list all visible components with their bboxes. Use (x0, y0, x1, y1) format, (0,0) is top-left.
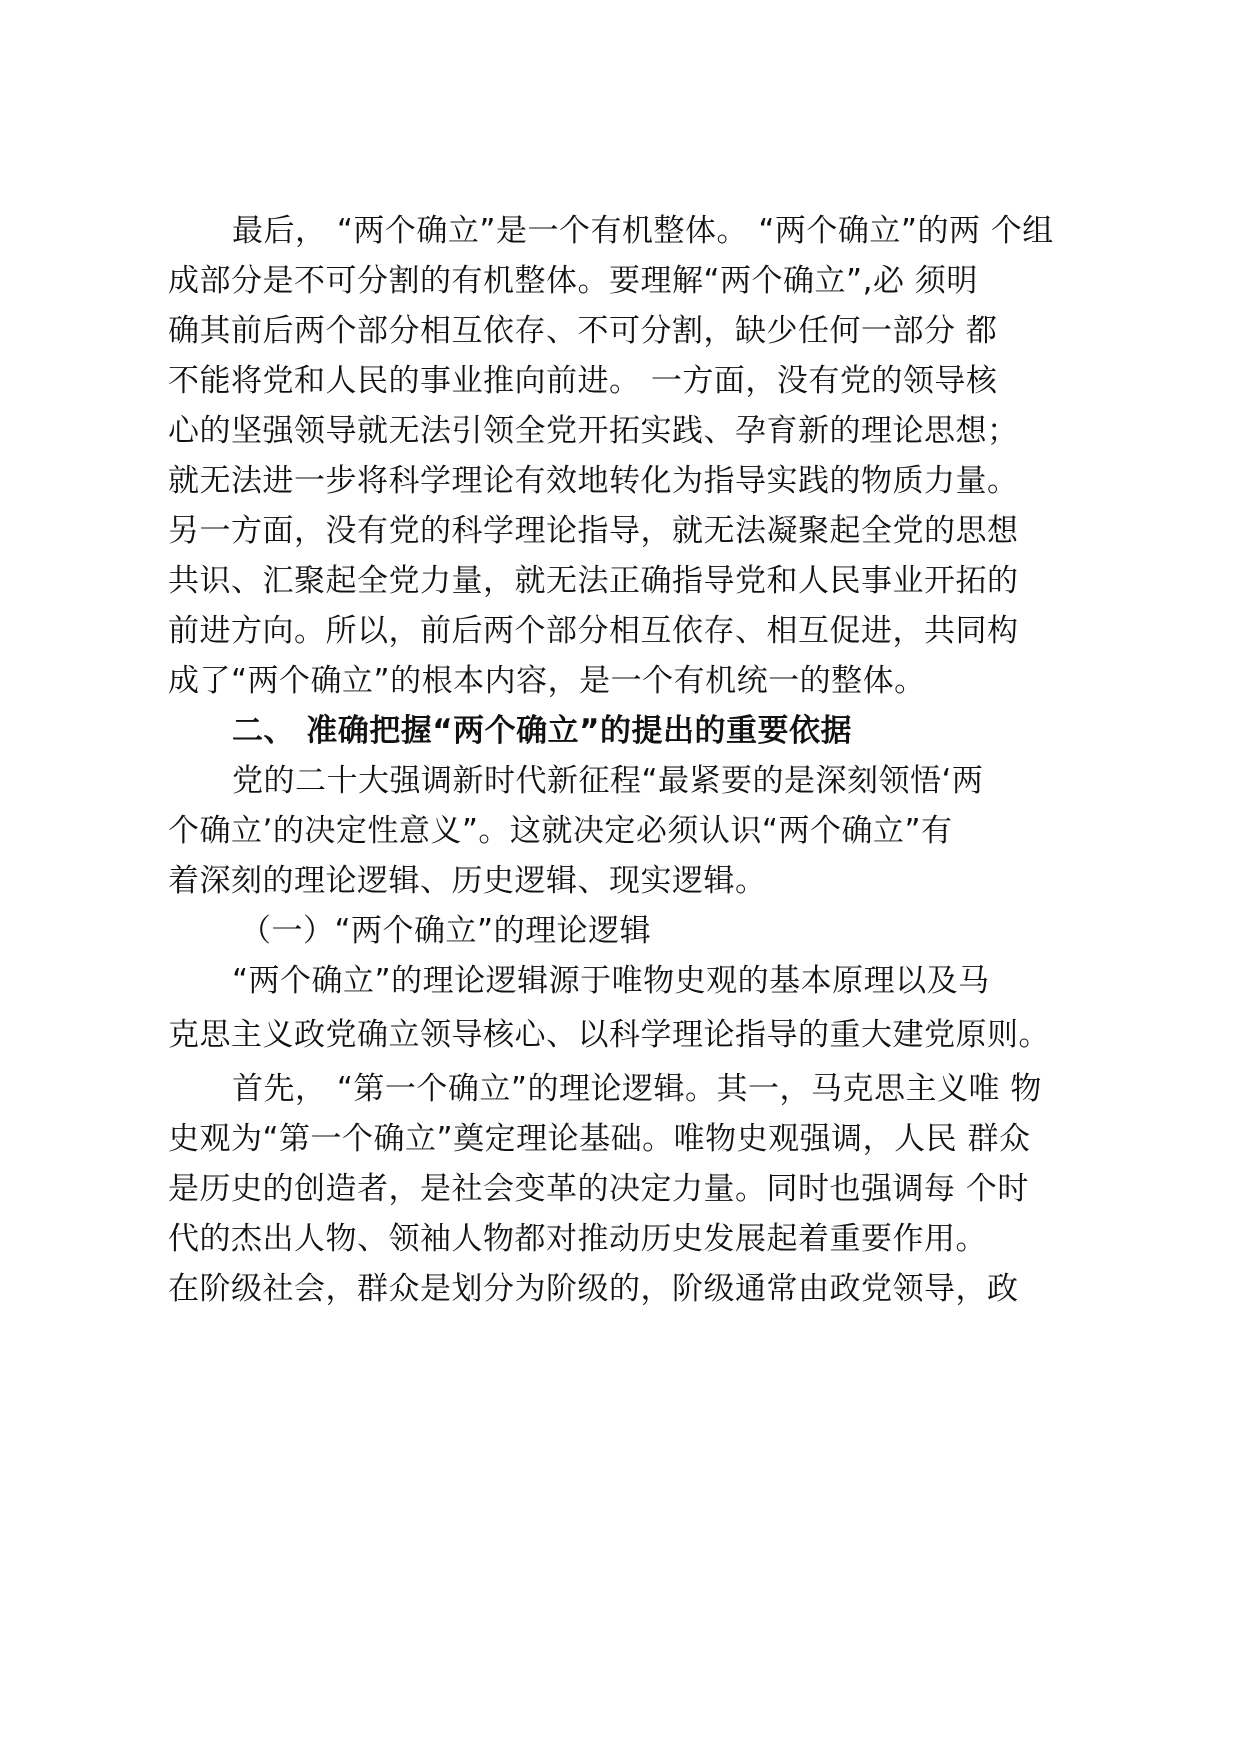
paragraph-line-6: 就无法进一步将科学理论有效地转化为指导实践的物质力量。 (168, 463, 1019, 499)
paragraph-line-17: 史观为“第一个确立”奠定理论基础。唯物史观强调，人民 群众 (168, 1121, 1031, 1157)
paragraph-line-18: 是历史的创造者，是社会变革的决定力量。同时也强调每 个时 (168, 1171, 1029, 1207)
paragraph-line-4: 不能将党和人民的事业推向前进。 一方面，没有党的领导核 (168, 363, 998, 399)
paragraph-line-11: 党的二十大强调新时代新征程“最紧要的是深刻领悟‘两 (232, 763, 984, 799)
paragraph-line-2: 成部分是不可分割的有机整体。要理解“两个确立”,必 须明 (168, 263, 978, 299)
paragraph-line-5: 心的坚强领导就无法引领全党开拓实践、孕育新的理论思想； (168, 413, 1019, 449)
paragraph-line-1: 最后， “两个确立”是一个有机整体。 “两个确立”的两 个组 (232, 213, 1054, 249)
paragraph-line-3: 确其前后两个部分相互依存、不可分割，缺少任何一部分 都 (168, 313, 998, 349)
paragraph-line-8: 共识、汇聚起全党力量，就无法正确指导党和人民事业开拓的 (168, 563, 1019, 599)
paragraph-line-9: 前进方向。所以，前后两个部分相互依存、相互促进，共同构 (168, 613, 1019, 649)
paragraph-line-13: 着深刻的理论逻辑、历史逻辑、现实逻辑。 (168, 863, 767, 899)
paragraph-line-7: 另一方面，没有党的科学理论指导，就无法凝聚起全党的思想 (168, 513, 1019, 549)
paragraph-line-19: 代的杰出人物、领袖人物都对推动历史发展起着重要作用。 (168, 1221, 987, 1257)
paragraph-line-20: 在阶级社会，群众是划分为阶级的，阶级通常由政党领导，政 (168, 1271, 1019, 1307)
paragraph-line-15: 克思主义政党确立领导核心、以科学理论指导的重大建党原则。 (168, 1017, 1050, 1053)
subsection-heading: （一）“两个确立”的理论逻辑 (240, 913, 652, 949)
section-heading: 二、 准确把握“两个确立”的提出的重要依据 (232, 713, 853, 749)
paragraph-line-12: 个确立’的决定性意义”。这就决定必须认识“两个确立”有 (168, 813, 953, 849)
paragraph-line-16: 首先， “第一个确立”的理论逻辑。其一，马克思主义唯 物 (232, 1071, 1042, 1107)
paragraph-line-10: 成了“两个确立”的根本内容，是一个有机统一的整体。 (168, 663, 926, 699)
paragraph-line-14: “两个确立”的理论逻辑源于唯物史观的基本原理以及马 (232, 963, 990, 999)
